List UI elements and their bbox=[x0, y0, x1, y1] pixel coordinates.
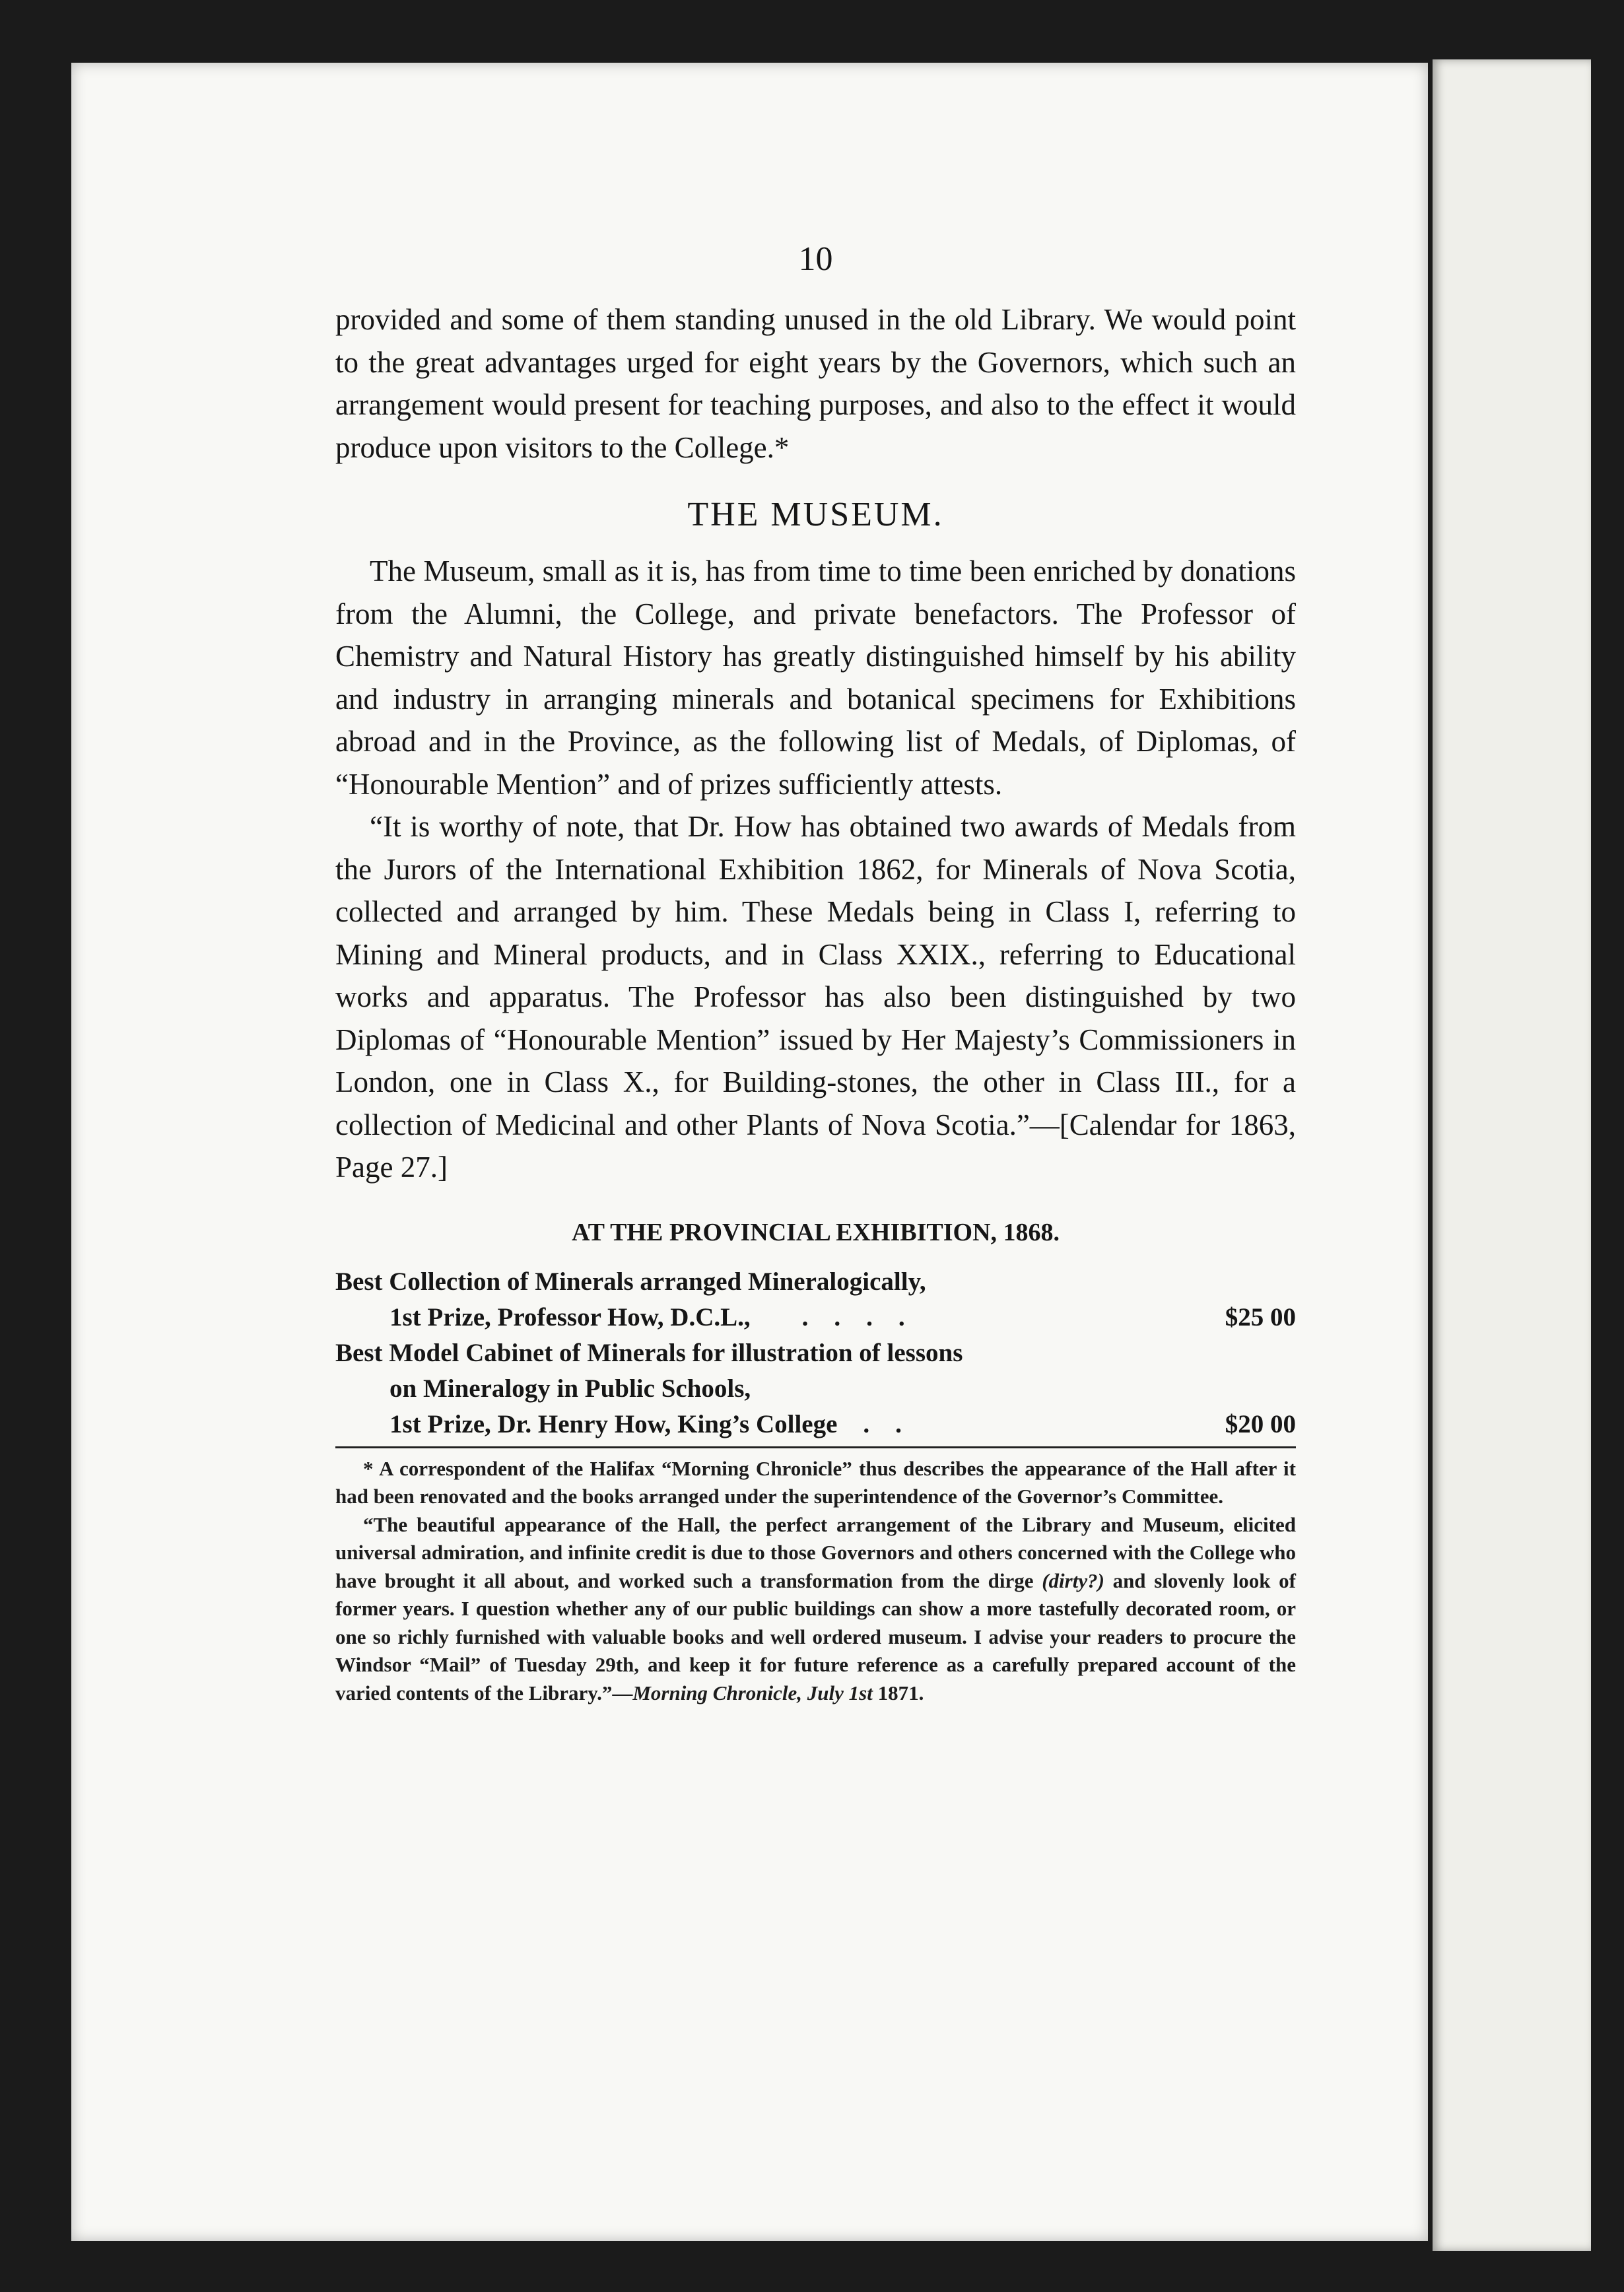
prize-description: on Mineralogy in Public Schools, bbox=[389, 1374, 751, 1403]
footnote-2-text: “The beautiful appearance of the Hall, the perfect arrangement of the Library and Museum, elicited universal admiration, and infinite credit is due to those Governors and others concerned with the College who have brought it all about, and worked such a transformation from the dirge bbox=[335, 1512, 1296, 1592]
prize-recipient: 1st Prize, Professor How, D.C.L., . . . . bbox=[389, 1302, 905, 1331]
prize-description: Best Model Cabinet of Minerals for illustration of lessons bbox=[335, 1338, 963, 1367]
prize-entry bbox=[335, 1300, 1296, 1335]
page-number: 10 bbox=[798, 240, 833, 278]
intro-paragraph: provided and some of them standing unused in the old Library. We would point to the great advantages urged for eight years by the Governors, which such an arrangement would present for teaching purposes, and also to the effect it would produce upon visitors to the College.* bbox=[335, 303, 1296, 464]
prize-description: Best Collection of Minerals arranged Mineralogically, bbox=[335, 1267, 926, 1296]
footnote-1: * A correspondent of the Halifax “Morning Chronicle” thus describes the appearance of the Hall after it had been renovated and the books arranged under the superintendence of the Governor’s Committee. bbox=[335, 1456, 1296, 1508]
exhibition-title: AT THE PROVINCIAL EXHIBITION, 1868. bbox=[571, 1218, 1060, 1246]
prize-recipient: 1st Prize, Dr. Henry How, King’s College . . bbox=[389, 1409, 902, 1438]
page-content bbox=[335, 240, 1296, 1707]
prize-entry bbox=[335, 1264, 1296, 1300]
footnote-2-dirty: (dirty?) bbox=[1042, 1568, 1104, 1592]
prize-entry bbox=[335, 1371, 1296, 1407]
prize-entry bbox=[335, 1407, 1296, 1442]
book-page bbox=[71, 63, 1428, 2241]
adjacent-page-edge bbox=[1433, 59, 1591, 2251]
quote-paragraph: “It is worthy of note, that Dr. How has obtained two awards of Medals from the Jurors of the International Exhibition 1862, for Minerals of Nova Scotia, collected and arranged by him. These Medals being in Class I, referring to Mining and Mineral products, and in Class XXIX., referring to Educational works and apparatus. The Professor has also been distinguished by two Diplomas of “Honourable Mention” issued by Her Majesty’s Commissioners in London, one in Class X., for Building-stones, the other in Class III., for a collection of Medicinal and other Plants of Nova Scotia.”—[Calendar for 1863, Page 27.] bbox=[335, 810, 1296, 1184]
prize-amount: $20 00 bbox=[1225, 1409, 1296, 1438]
prize-list bbox=[335, 1264, 1296, 1442]
museum-paragraph: The Museum, small as it is, has from time to time been enriched by donations from the Alumni, the College, and private benefactors. The Professor of Chemistry and Natural History has greatly distinguished himself by his ability and industry in arranging minerals and botanical specimens for Exhibitions abroad and in the Province, as the following list of Medals, of Diplomas, of “Honourable Mention” and of prizes sufficiently attests. bbox=[335, 555, 1296, 801]
prize-amount: $25 00 bbox=[1225, 1302, 1296, 1331]
footnote-2-source: Morning Chronicle, July 1st bbox=[632, 1681, 873, 1704]
section-title: THE MUSEUM. bbox=[687, 496, 944, 533]
footnote-2 bbox=[335, 1511, 1296, 1708]
footnote-2-text-cont: and slovenly look of former years. I question whether any of our public buildings can show a more tastefully decorated room, or one so richly furnished with valuable books and well ordered museum. I advise your readers to procure the Windsor “Mail” of Tuesday 29th, and keep it for future reference as a carefully prepared account of the varied contents of the Library.”— bbox=[335, 1568, 1296, 1704]
prize-entry bbox=[335, 1335, 1296, 1371]
footnote-2-year: 1871. bbox=[872, 1681, 924, 1704]
footnote-rule bbox=[335, 1446, 1296, 1448]
